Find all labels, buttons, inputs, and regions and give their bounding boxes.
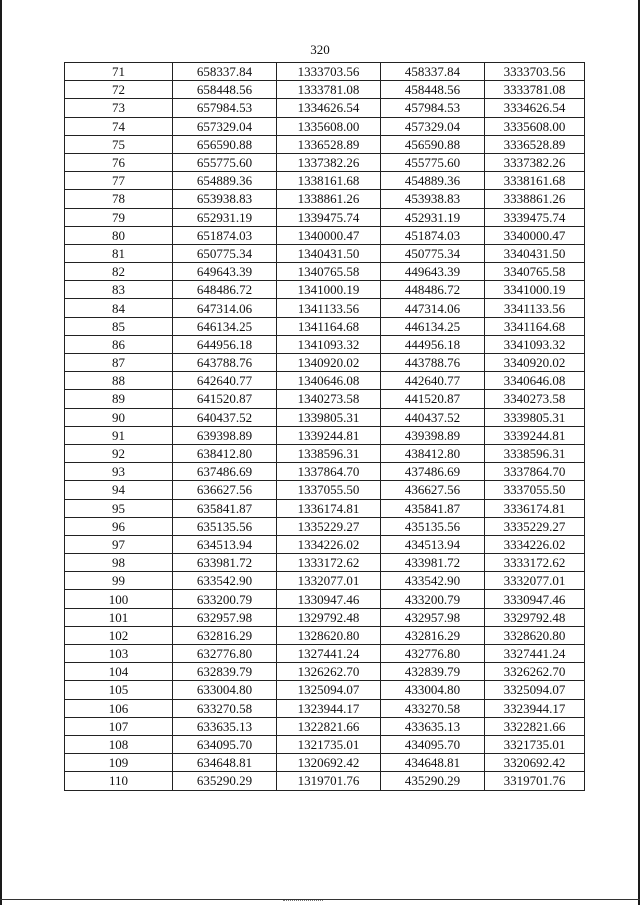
y2-cell: 3337055.50 [485,481,585,499]
y1-cell: 1336174.81 [277,499,381,517]
x1-cell: 634513.94 [173,535,277,553]
table-row [65,590,585,608]
y2-cell: 3340765.58 [485,263,585,281]
y2-cell: 3332077.01 [485,572,585,590]
point-number-cell: 92 [65,444,173,462]
point-number-cell: 75 [65,135,173,153]
y1-cell: 1337055.50 [277,481,381,499]
y1-cell: 1332077.01 [277,572,381,590]
point-number-cell: 91 [65,426,173,444]
y1-cell: 1329792.48 [277,608,381,626]
table-row [65,263,585,281]
y1-cell: 1341164.68 [277,317,381,335]
y2-cell: 3341093.32 [485,335,585,353]
y1-cell: 1333781.08 [277,81,381,99]
x2-cell: 432816.29 [381,626,485,644]
y1-cell: 1341000.19 [277,281,381,299]
x2-cell: 440437.52 [381,408,485,426]
point-number-cell: 73 [65,99,173,117]
y1-cell: 1339805.31 [277,408,381,426]
point-number-cell: 106 [65,699,173,717]
point-number-cell: 103 [65,645,173,663]
table-row [65,335,585,353]
table-row [65,699,585,717]
y1-cell: 1335608.00 [277,117,381,135]
table-row [65,299,585,317]
x2-cell: 435841.87 [381,499,485,517]
x2-cell: 449643.39 [381,263,485,281]
y2-cell: 3337382.26 [485,153,585,171]
y2-cell: 3323944.17 [485,699,585,717]
y2-cell: 3322821.66 [485,717,585,735]
table-row [65,281,585,299]
y1-cell: 1339244.81 [277,426,381,444]
table-row [65,426,585,444]
table-row [65,172,585,190]
point-number-cell: 78 [65,190,173,208]
x2-cell: 435135.56 [381,517,485,535]
point-number-cell: 107 [65,717,173,735]
x1-cell: 658448.56 [173,81,277,99]
y1-cell: 1320692.42 [277,754,381,772]
y1-cell: 1336528.89 [277,135,381,153]
table-row [65,190,585,208]
point-number-cell: 86 [65,335,173,353]
point-number-cell: 104 [65,663,173,681]
x2-cell: 433200.79 [381,590,485,608]
x2-cell: 443788.76 [381,354,485,372]
table-row [65,772,585,790]
x2-cell: 434648.81 [381,754,485,772]
y1-cell: 1340920.02 [277,354,381,372]
table-row [65,317,585,335]
x1-cell: 632816.29 [173,626,277,644]
point-number-cell: 110 [65,772,173,790]
point-number-cell: 105 [65,681,173,699]
y2-cell: 3341164.68 [485,317,585,335]
point-number-cell: 109 [65,754,173,772]
x2-cell: 458448.56 [381,81,485,99]
table-row [65,81,585,99]
y2-cell: 3336528.89 [485,135,585,153]
y2-cell: 3327441.24 [485,645,585,663]
x2-cell: 446134.25 [381,317,485,335]
x1-cell: 648486.72 [173,281,277,299]
y1-cell: 1339475.74 [277,208,381,226]
x1-cell: 653938.83 [173,190,277,208]
x2-cell: 450775.34 [381,244,485,262]
point-number-cell: 71 [65,63,173,81]
y1-cell: 1333172.62 [277,554,381,572]
y2-cell: 3340920.02 [485,354,585,372]
y2-cell: 3319701.76 [485,772,585,790]
point-number-cell: 80 [65,226,173,244]
point-number-cell: 88 [65,372,173,390]
x1-cell: 649643.39 [173,263,277,281]
x2-cell: 458337.84 [381,63,485,81]
point-number-cell: 108 [65,735,173,753]
x1-cell: 635841.87 [173,499,277,517]
x2-cell: 441520.87 [381,390,485,408]
x2-cell: 432839.79 [381,663,485,681]
y1-cell: 1334226.02 [277,535,381,553]
point-number-cell: 85 [65,317,173,335]
table-row [65,208,585,226]
x2-cell: 433981.72 [381,554,485,572]
y2-cell: 3329792.48 [485,608,585,626]
y2-cell: 3333172.62 [485,554,585,572]
x2-cell: 432776.80 [381,645,485,663]
x1-cell: 638412.80 [173,444,277,462]
table-row [65,444,585,462]
table-row [65,99,585,117]
y2-cell: 3339244.81 [485,426,585,444]
table-row [65,663,585,681]
y2-cell: 3337864.70 [485,463,585,481]
x1-cell: 636627.56 [173,481,277,499]
table-row [65,645,585,663]
point-number-cell: 100 [65,590,173,608]
y2-cell: 3330947.46 [485,590,585,608]
table-row [65,717,585,735]
y2-cell: 3333781.08 [485,81,585,99]
y2-cell: 3340000.47 [485,226,585,244]
table-row [65,135,585,153]
x2-cell: 435290.29 [381,772,485,790]
point-number-cell: 96 [65,517,173,535]
x1-cell: 633200.79 [173,590,277,608]
table-row [65,463,585,481]
y2-cell: 3336174.81 [485,499,585,517]
x2-cell: 452931.19 [381,208,485,226]
table-row [65,153,585,171]
y2-cell: 3338596.31 [485,444,585,462]
y2-cell: 3340273.58 [485,390,585,408]
table-row [65,754,585,772]
x2-cell: 433635.13 [381,717,485,735]
page-edge-left [0,0,2,905]
x1-cell: 635290.29 [173,772,277,790]
x2-cell: 451874.03 [381,226,485,244]
table-row [65,608,585,626]
x1-cell: 634648.81 [173,754,277,772]
y2-cell: 3339805.31 [485,408,585,426]
y1-cell: 1328620.80 [277,626,381,644]
point-number-cell: 83 [65,281,173,299]
table-row [65,499,585,517]
y2-cell: 3328620.80 [485,626,585,644]
coordinates-table [64,62,585,791]
x1-cell: 643788.76 [173,354,277,372]
y2-cell: 3341000.19 [485,281,585,299]
y2-cell: 3321735.01 [485,735,585,753]
coordinates-table-body [65,63,585,791]
x1-cell: 633270.58 [173,699,277,717]
x1-cell: 637486.69 [173,463,277,481]
y2-cell: 3338861.26 [485,190,585,208]
x1-cell: 654889.36 [173,172,277,190]
x2-cell: 436627.56 [381,481,485,499]
table-row [65,735,585,753]
point-number-cell: 93 [65,463,173,481]
x2-cell: 434095.70 [381,735,485,753]
y1-cell: 1326262.70 [277,663,381,681]
point-number-cell: 89 [65,390,173,408]
table-row [65,244,585,262]
x1-cell: 644956.18 [173,335,277,353]
x1-cell: 632839.79 [173,663,277,681]
table-row [65,554,585,572]
x1-cell: 642640.77 [173,372,277,390]
x1-cell: 657329.04 [173,117,277,135]
x2-cell: 433004.80 [381,681,485,699]
x1-cell: 632957.98 [173,608,277,626]
x2-cell: 453938.83 [381,190,485,208]
table-row [65,117,585,135]
x2-cell: 448486.72 [381,281,485,299]
x2-cell: 442640.77 [381,372,485,390]
x2-cell: 432957.98 [381,608,485,626]
point-number-cell: 72 [65,81,173,99]
table-row [65,372,585,390]
y1-cell: 1338596.31 [277,444,381,462]
y1-cell: 1340000.47 [277,226,381,244]
table-row [65,681,585,699]
y2-cell: 3340646.08 [485,372,585,390]
x1-cell: 655775.60 [173,153,277,171]
table-row [65,390,585,408]
y1-cell: 1338161.68 [277,172,381,190]
x2-cell: 438412.80 [381,444,485,462]
point-number-cell: 77 [65,172,173,190]
x1-cell: 656590.88 [173,135,277,153]
x1-cell: 633635.13 [173,717,277,735]
x1-cell: 632776.80 [173,645,277,663]
y2-cell: 3334626.54 [485,99,585,117]
y1-cell: 1337864.70 [277,463,381,481]
y1-cell: 1341093.32 [277,335,381,353]
y1-cell: 1341133.56 [277,299,381,317]
point-number-cell: 76 [65,153,173,171]
table-row [65,408,585,426]
y1-cell: 1322821.66 [277,717,381,735]
point-number-cell: 102 [65,626,173,644]
y1-cell: 1340431.50 [277,244,381,262]
x2-cell: 455775.60 [381,153,485,171]
point-number-cell: 90 [65,408,173,426]
table-row [65,354,585,372]
y2-cell: 3333703.56 [485,63,585,81]
point-number-cell: 82 [65,263,173,281]
x2-cell: 433270.58 [381,699,485,717]
x1-cell: 633542.90 [173,572,277,590]
y2-cell: 3340431.50 [485,244,585,262]
y1-cell: 1337382.26 [277,153,381,171]
y1-cell: 1340765.58 [277,263,381,281]
point-number-cell: 101 [65,608,173,626]
x1-cell: 641520.87 [173,390,277,408]
y1-cell: 1321735.01 [277,735,381,753]
y1-cell: 1338861.26 [277,190,381,208]
point-number-cell: 81 [65,244,173,262]
y1-cell: 1330947.46 [277,590,381,608]
x1-cell: 658337.84 [173,63,277,81]
point-number-cell: 98 [65,554,173,572]
y2-cell: 3320692.42 [485,754,585,772]
x1-cell: 635135.56 [173,517,277,535]
x2-cell: 447314.06 [381,299,485,317]
table-row [65,572,585,590]
x1-cell: 647314.06 [173,299,277,317]
x1-cell: 633004.80 [173,681,277,699]
table-row [65,481,585,499]
page-number: 320 [310,42,330,57]
y1-cell: 1319701.76 [277,772,381,790]
x1-cell: 633981.72 [173,554,277,572]
x1-cell: 650775.34 [173,244,277,262]
y1-cell: 1340273.58 [277,390,381,408]
point-number-cell: 74 [65,117,173,135]
x1-cell: 634095.70 [173,735,277,753]
table-row [65,226,585,244]
point-number-cell: 99 [65,572,173,590]
y2-cell: 3325094.07 [485,681,585,699]
y2-cell: 3326262.70 [485,663,585,681]
point-number-cell: 87 [65,354,173,372]
x2-cell: 456590.88 [381,135,485,153]
x2-cell: 433542.90 [381,572,485,590]
y2-cell: 3338161.68 [485,172,585,190]
footer-mark [283,898,323,901]
x2-cell: 439398.89 [381,426,485,444]
x2-cell: 457984.53 [381,99,485,117]
point-number-cell: 95 [65,499,173,517]
point-number-cell: 97 [65,535,173,553]
table-row [65,626,585,644]
y1-cell: 1333703.56 [277,63,381,81]
table-row [65,535,585,553]
y2-cell: 3335229.27 [485,517,585,535]
x1-cell: 640437.52 [173,408,277,426]
y1-cell: 1335229.27 [277,517,381,535]
y2-cell: 3335608.00 [485,117,585,135]
x2-cell: 434513.94 [381,535,485,553]
x1-cell: 657984.53 [173,99,277,117]
x2-cell: 437486.69 [381,463,485,481]
y1-cell: 1325094.07 [277,681,381,699]
table-row [65,517,585,535]
x1-cell: 652931.19 [173,208,277,226]
y1-cell: 1323944.17 [277,699,381,717]
y1-cell: 1334626.54 [277,99,381,117]
point-number-cell: 94 [65,481,173,499]
point-number-cell: 84 [65,299,173,317]
x1-cell: 651874.03 [173,226,277,244]
x2-cell: 444956.18 [381,335,485,353]
y2-cell: 3341133.56 [485,299,585,317]
y2-cell: 3339475.74 [485,208,585,226]
x2-cell: 457329.04 [381,117,485,135]
x1-cell: 639398.89 [173,426,277,444]
x1-cell: 646134.25 [173,317,277,335]
table-row [65,63,585,81]
y1-cell: 1327441.24 [277,645,381,663]
point-number-cell: 79 [65,208,173,226]
x2-cell: 454889.36 [381,172,485,190]
y1-cell: 1340646.08 [277,372,381,390]
y2-cell: 3334226.02 [485,535,585,553]
